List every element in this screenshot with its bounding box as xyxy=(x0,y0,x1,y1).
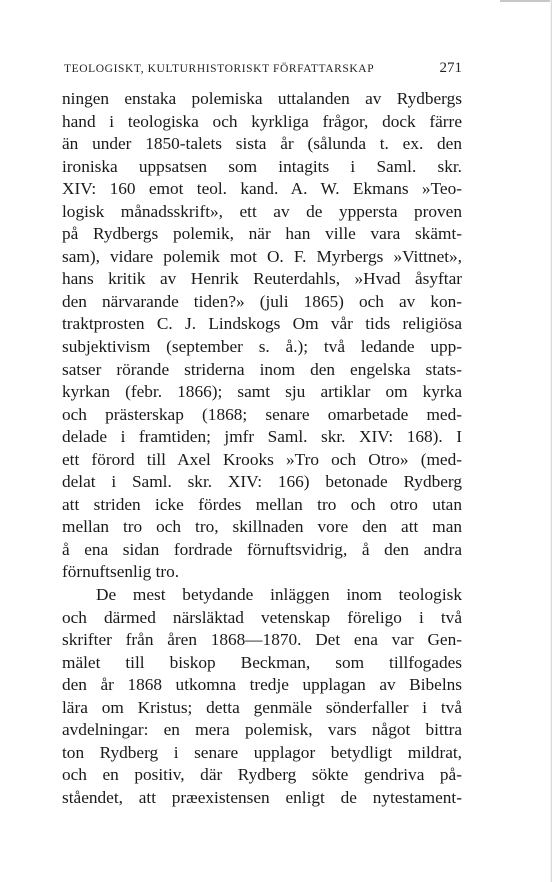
text-line: lära om Kristus; detta genmäle sönderfaller i två xyxy=(62,697,462,717)
text-line: ironiska uppsatsen som intagits i Saml. skr. xyxy=(62,156,462,176)
running-title: TEOLOGISKT, KULTURHISTORISKT FÖRFATTARSKAP xyxy=(64,63,375,75)
text-line: sam), vidare polemik mot O. F. Myrbergs »Vittnet», xyxy=(62,246,462,266)
text-line: den närvarande tiden?» (juli 1865) och av kon- xyxy=(62,291,462,311)
text-line: avdelningar: en mera polemisk, vars något bittra xyxy=(62,720,462,740)
text-line: delade i framtiden; jmfr Saml. skr. XIV: 168). I xyxy=(62,427,462,447)
text-line: mellan tro och tro, skillnaden vore den att man xyxy=(62,517,462,537)
page-number: 271 xyxy=(439,60,462,76)
text-line: satser rörande striderna inom den engelska stats- xyxy=(62,359,462,379)
text-line: traktprosten C. J. Lindskogs Om vår tids religiösa xyxy=(62,314,462,334)
text-line: på Rydbergs polemik, när han ville vara skämt- xyxy=(62,224,462,244)
paragraph-last-line: förnuftsenlig tro. xyxy=(62,562,180,582)
text-line: mälet till biskop Beckman, som tillfogades xyxy=(62,652,462,672)
text-line: kyrkan (febr. 1866); samt sju artiklar om kyrka xyxy=(62,382,462,402)
text-line: och därmed närsläktad vetenskap föreligo i två xyxy=(62,607,462,627)
text-line: den år 1868 utkomna tredje upplagan av Bibelns xyxy=(62,675,462,695)
text-line: XIV: 160 emot teol. kand. A. W. Ekmans »Teo- xyxy=(62,179,462,199)
text-line: ett förord till Axel Krooks »Tro och Otro» (med- xyxy=(62,449,462,469)
text-line: subjektivism (september s. å.); två ledande upp- xyxy=(62,337,462,357)
paragraph-first-line: De mest betydande inläggen inom teologisk xyxy=(96,585,462,605)
text-line: å ena sidan fordrade förnuftsvidrig, å den andra xyxy=(62,539,462,559)
text-line: och prästerskap (1868; senare omarbetade med- xyxy=(62,404,462,424)
text-line: och en positiv, där Rydberg sökte gendriva på- xyxy=(62,765,462,785)
text-line: skrifter från åren 1868—1870. Det ena var Gen- xyxy=(62,630,462,650)
body-text xyxy=(62,88,462,810)
text-line: ningen enstaka polemiska uttalanden av Rydbergs xyxy=(62,89,462,108)
text-line: ton Rydberg i senare upplagor betydligt mildrat, xyxy=(62,742,462,762)
running-header xyxy=(62,60,462,80)
text-line: hans kritik av Henrik Reuterdahls, »Hvad åsyftar xyxy=(62,269,462,289)
text-line: än under 1850-talets sista år (sålunda t. ex. den xyxy=(62,134,462,154)
text-line: att striden icke fördes mellan tro och otro utan xyxy=(62,494,462,514)
text-line: hand i teologiska och kyrkliga frågor, dock färre xyxy=(62,111,462,131)
page-edge-top xyxy=(500,0,552,2)
text-line: ståendet, att præexistensen enligt de nytestament- xyxy=(62,787,462,807)
text-line: delat i Saml. skr. XIV: 166) betonade Rydberg xyxy=(62,472,462,492)
text-line: logisk månadsskrift», ett av de yppersta proven xyxy=(62,201,462,221)
